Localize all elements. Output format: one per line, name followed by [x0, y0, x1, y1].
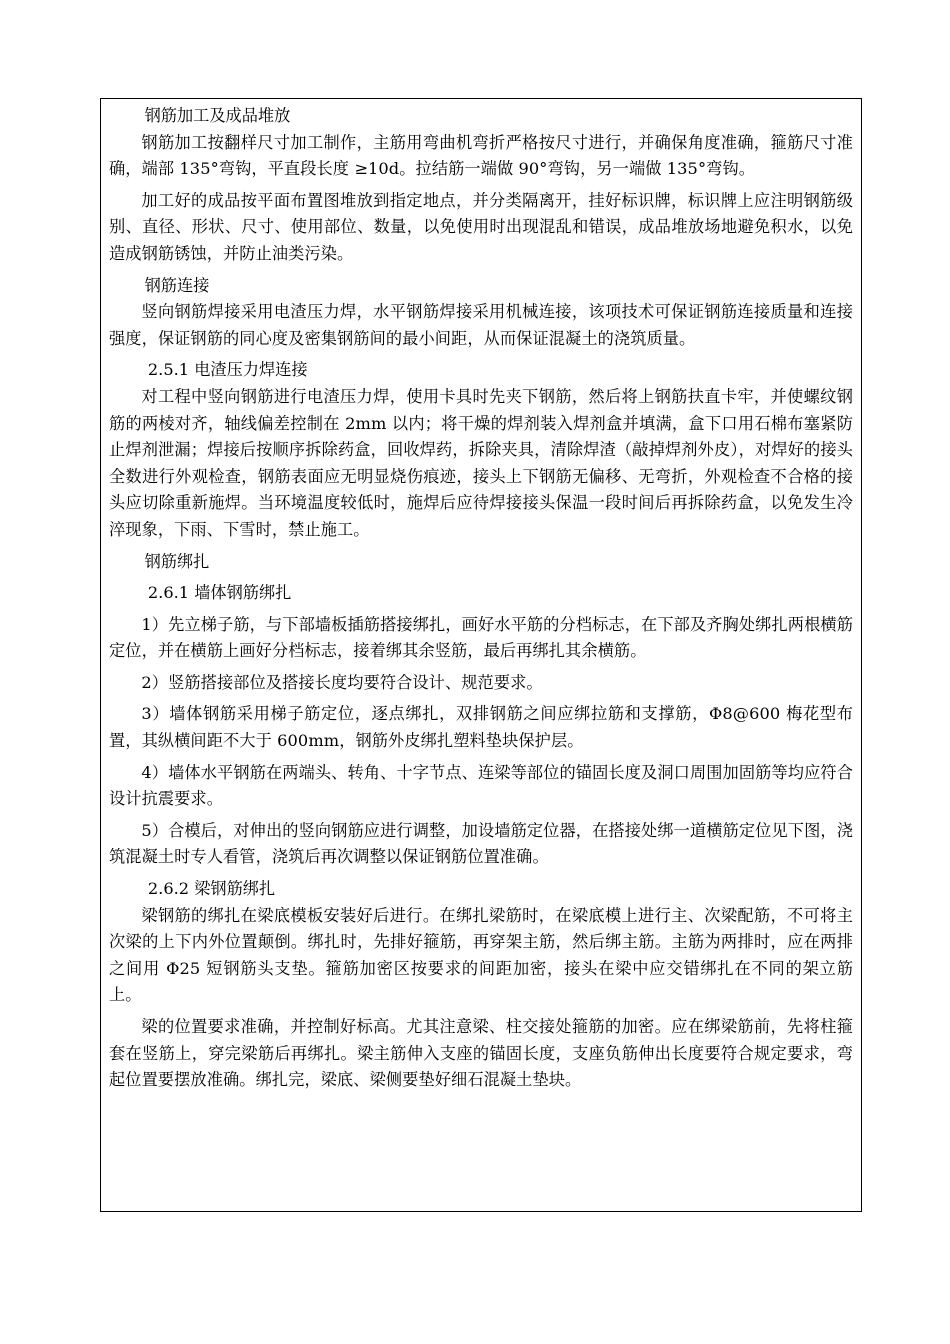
section-title-2-6-2: 2.6.2 梁钢筋绑扎: [147, 879, 276, 899]
paragraph: 梁的位置要求准确，并控制好标高。尤其注意梁、柱交接处箍筋的加密。应在绑梁筋前，先将柱箍套在竖筋上，穿完梁筋后再绑扎。梁主筋伸入支座的锚固长度，支座负筋伸出长度要符合规定要求，弯起位置要摆放准确。绑扎完，梁底、梁侧要垫好细石混凝土垫块。: [109, 1017, 853, 1090]
paragraph: 竖向钢筋焊接采用电渣压力焊，水平钢筋焊接采用机械连接，该项技术可保证钢筋连接质量和连接强度，保证钢筋的同心度及密集钢筋间的最小间距，从而保证混凝土的浇筑质量。: [109, 302, 853, 348]
paragraph: 钢筋加工按翻样尺寸加工制作，主筋用弯曲机弯折严格按尺寸进行，并确保角度准确，箍筋尺寸准确，端部 135°弯钩，平直段长度 ≥10d。拉结筋一端做 90°弯钩，另一端做 135°弯钩。: [109, 132, 853, 179]
list-item: 5）合模后，对伸出的竖向钢筋应进行调整，加设墙筋定位器，在搭接处绑一道横筋定位见下图，浇筑混凝土时专人看管，浇筑后再次调整以保证钢筋位置准确。: [109, 820, 853, 867]
paragraph: 对工程中竖向钢筋进行电渣压力焊，使用卡具时先夹下钢筋，然后将上钢筋扶直卡牢，并使螺纹钢筋的两棱对齐，轴线偏差控制在 2mm 以内；将干燥的焊剂装入焊剂盒并填满，盒下口用石棉布塞紧防止焊剂泄漏；焊接后按顺序拆除药盒，回收焊药，拆除夹具，清除焊渣（敲掉焊剂外皮），对焊好的接头全数进行外观检查，钢筋表面应无明显烧伤痕迹，接头上下钢筋无偏移、无弯折，外观检查不合格的接头应切除重新施焊。当环境温度较低时，施焊后应待焊接接头保温一段时间后再拆除药盒，以免发生冷淬现象，下雨、下雪时，禁止施工。: [109, 386, 853, 539]
list-item: 2）竖筋搭接部位及搭接长度均要符合设计、规范要求。: [141, 672, 543, 692]
paragraph: 梁钢筋的绑扎在梁底模板安装好后进行。在绑扎梁筋时，在梁底模上进行主、次梁配筋，不可将主次梁的上下内外位置颠倒。绑扎时，先排好箍筋，再穿架主筋，然后绑主筋。主筋为两排时，应在两排之间用 Φ25 短钢筋头支垫。箍筋加密区按要求的间距加密，接头在梁中应交错绑扎在不同的架立筋上。: [109, 905, 853, 1005]
list-item: 1）先立梯子筋，与下部墙板插筋搭接绑扎，画好水平筋的分档标志，在下部及齐胸处绑扎两根横筋定位，并在横筋上画好分档标志，接着绑其余竖筋，最后再绑扎其余横筋。: [109, 614, 853, 661]
section-title-2-5-1: 2.5.1 电渣压力焊连接: [147, 360, 308, 380]
section-title-rebar-processing: 钢筋加工及成品堆放: [144, 106, 291, 125]
list-item: 3）墙体钢筋采用梯子筋定位，逐点绑扎，双排钢筋之间应绑拉筋和支撑筋，Φ8@600 梅花型布置，其纵横间距不大于 600mm，钢筋外皮绑扎塑料垫块保护层。: [109, 704, 853, 751]
paragraph: 加工好的成品按平面布置图堆放到指定地点，并分类隔离开，挂好标识牌，标识牌上应注明钢筋级别、直径、形状、尺寸、使用部位、数量，以免使用时出现混乱和错误，成品堆放场地避免积水，以免造成钢筋锈蚀，并防止油类污染。: [109, 190, 853, 263]
section-title-2-6-1: 2.6.1 墙体钢筋绑扎: [147, 583, 292, 603]
list-item: 4）墙体水平钢筋在两端头、转角、十字节点、连梁等部位的锚固长度及洞口周围加固筋等均应符合设计抗震要求。: [109, 762, 853, 809]
section-title-rebar-connection: 钢筋连接: [144, 275, 210, 295]
document-frame: [100, 98, 862, 1212]
section-title-rebar-binding: 钢筋绑扎: [144, 551, 210, 571]
